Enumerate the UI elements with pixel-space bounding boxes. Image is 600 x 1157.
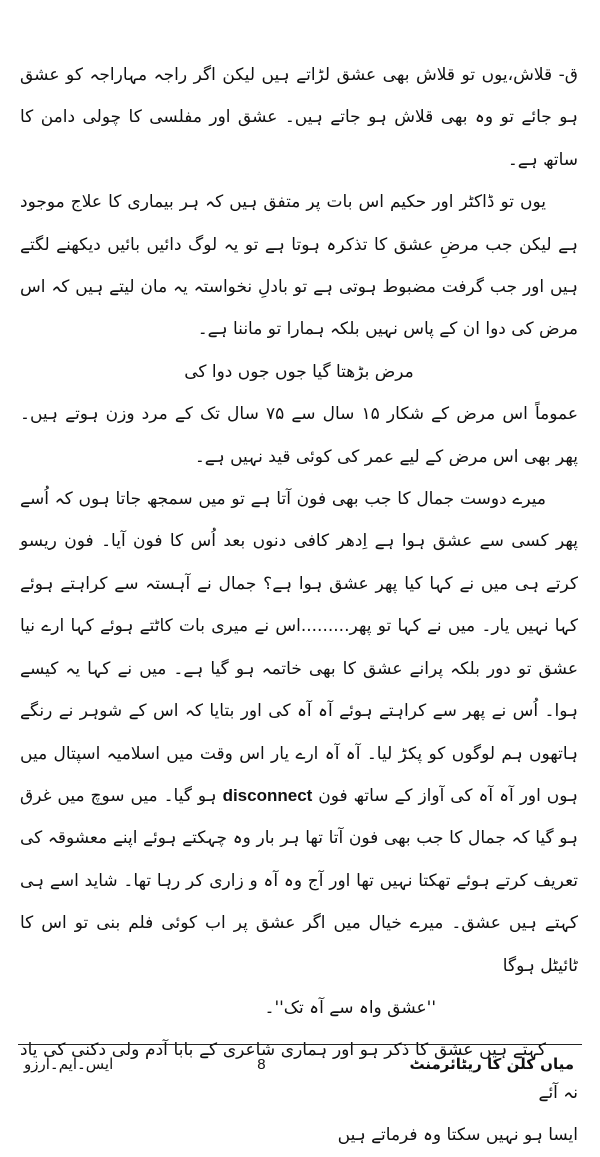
story-part-1: میرے دوست جمال کا جب بھی فون آتا ہے تو میں سمجھ جاتا ہوں کہ اُسے پھر کسی سے عشق ہوا ہے اِدھر کافی دنوں بعد اُس کا فون آیا۔ فون ریسو کرتے ہی میں نے کہا کیا پھر عشق ہوا ہے؟ جمال نے آہستہ سے کراہتے ہوئے کہا نہیں یار۔ میں نے کہا تو پھر.........اس نے میری بات کاٹتے ہوئے کہا ارے نیا عشق تو دور بلکہ پرانے عشق کا بھی خاتمہ ہو گیا ہے۔ میں نے کہا یہ کیسے ہوا۔ اُس نے پھر سے کراہتے ہوئے آہ آہ کی اور بتایا کہ اس کے شوہر نے رنگے ہاتھوں ہم لوگوں کو پکڑ لیا۔ آہ آہ ارے یار اس وقت میں اسلامیہ اسپتال میں ہوں اور آہ آہ کی آواز کے ساتھ فون xyxy=(20,489,579,806)
story-part-2: ہو گیا۔ میں سوچ میں غرق ہو گیا کہ جمال کا جب بھی فون آتا تھا ہر بار وہ چہکتے ہوئے اپنے معشوقہ کی تعریف کرتے ہوئے تھکتا نہیں تھا اور آج وہ آہ و زاری کر رہا تھا۔ شاید اسے ہی کہتے ہیں عشق۔ میرے خیال میں اگر عشق پر اب کوئی فلم بنی تو اس کا ٹائیٹل ہوگا xyxy=(20,785,578,976)
paragraph-age: عموماً اس مرض کے شکار ۱۵ سال سے ۷۵ سال تک کے مرد وزن ہوتے ہیں۔ پھر بھی اس مرض کے لیے عمر کی کوئی قید نہیں ہے۔ xyxy=(20,404,578,467)
paragraph-qallash: ق- قلاش،یوں تو قلاش بھی عشق لڑاتے ہیں لیکن اگر راجہ مہاراجہ کو عشق ہو جائے تو وہ بھی قلاش ہو جاتے ہیں۔ عشق اور مفلسی کا چولی دامن کا ساتھ ہے۔ xyxy=(20,65,578,170)
paragraph-story xyxy=(20,478,578,1029)
footer-page-number: 8 xyxy=(257,1055,266,1073)
closing-line-2: ایسا ہو نہیں سکتا وہ فرماتے ہیں xyxy=(337,1125,578,1146)
footer-book-title: میاں کلن کا ریٹائرمنٹ xyxy=(409,1055,574,1073)
page-footer xyxy=(18,1052,582,1076)
paragraph-closing xyxy=(20,1029,578,1156)
story-quote: ''عشق واہ سے آہ تک''۔ xyxy=(264,997,436,1018)
footer-divider xyxy=(18,1044,582,1045)
page-body xyxy=(20,54,578,1157)
footer-author: ایس۔ایم۔آرزو xyxy=(24,1055,114,1073)
section-heading: مرض بڑھتا گیا جوں جوں دوا کی xyxy=(184,361,414,382)
closing-line-1: کہتے ہیں عشق کا ذکر ہو اور ہماری شاعری کے بابا آدم ولی دکنی کی یاد نہ آئے xyxy=(20,1040,578,1103)
story-english-word: disconnect xyxy=(222,785,313,805)
paragraph-doctors: یوں تو ڈاکٹر اور حکیم اس بات پر متفق ہیں کہ ہر بیماری کا علاج موجود ہے لیکن جب مرضِ عشق کا تذکرہ ہوتا ہے تو یہ لوگ دائیں بائیں دیکھنے لگتے ہیں اور جب گرفت مضبوط ہوتی ہے تو بادلِ نخواستہ یہ مان لیتے ہیں کہ اس مرض کی دوا ان کے پاس نہیں بلکہ ہمارا تو ماننا ہے۔ xyxy=(20,192,578,340)
